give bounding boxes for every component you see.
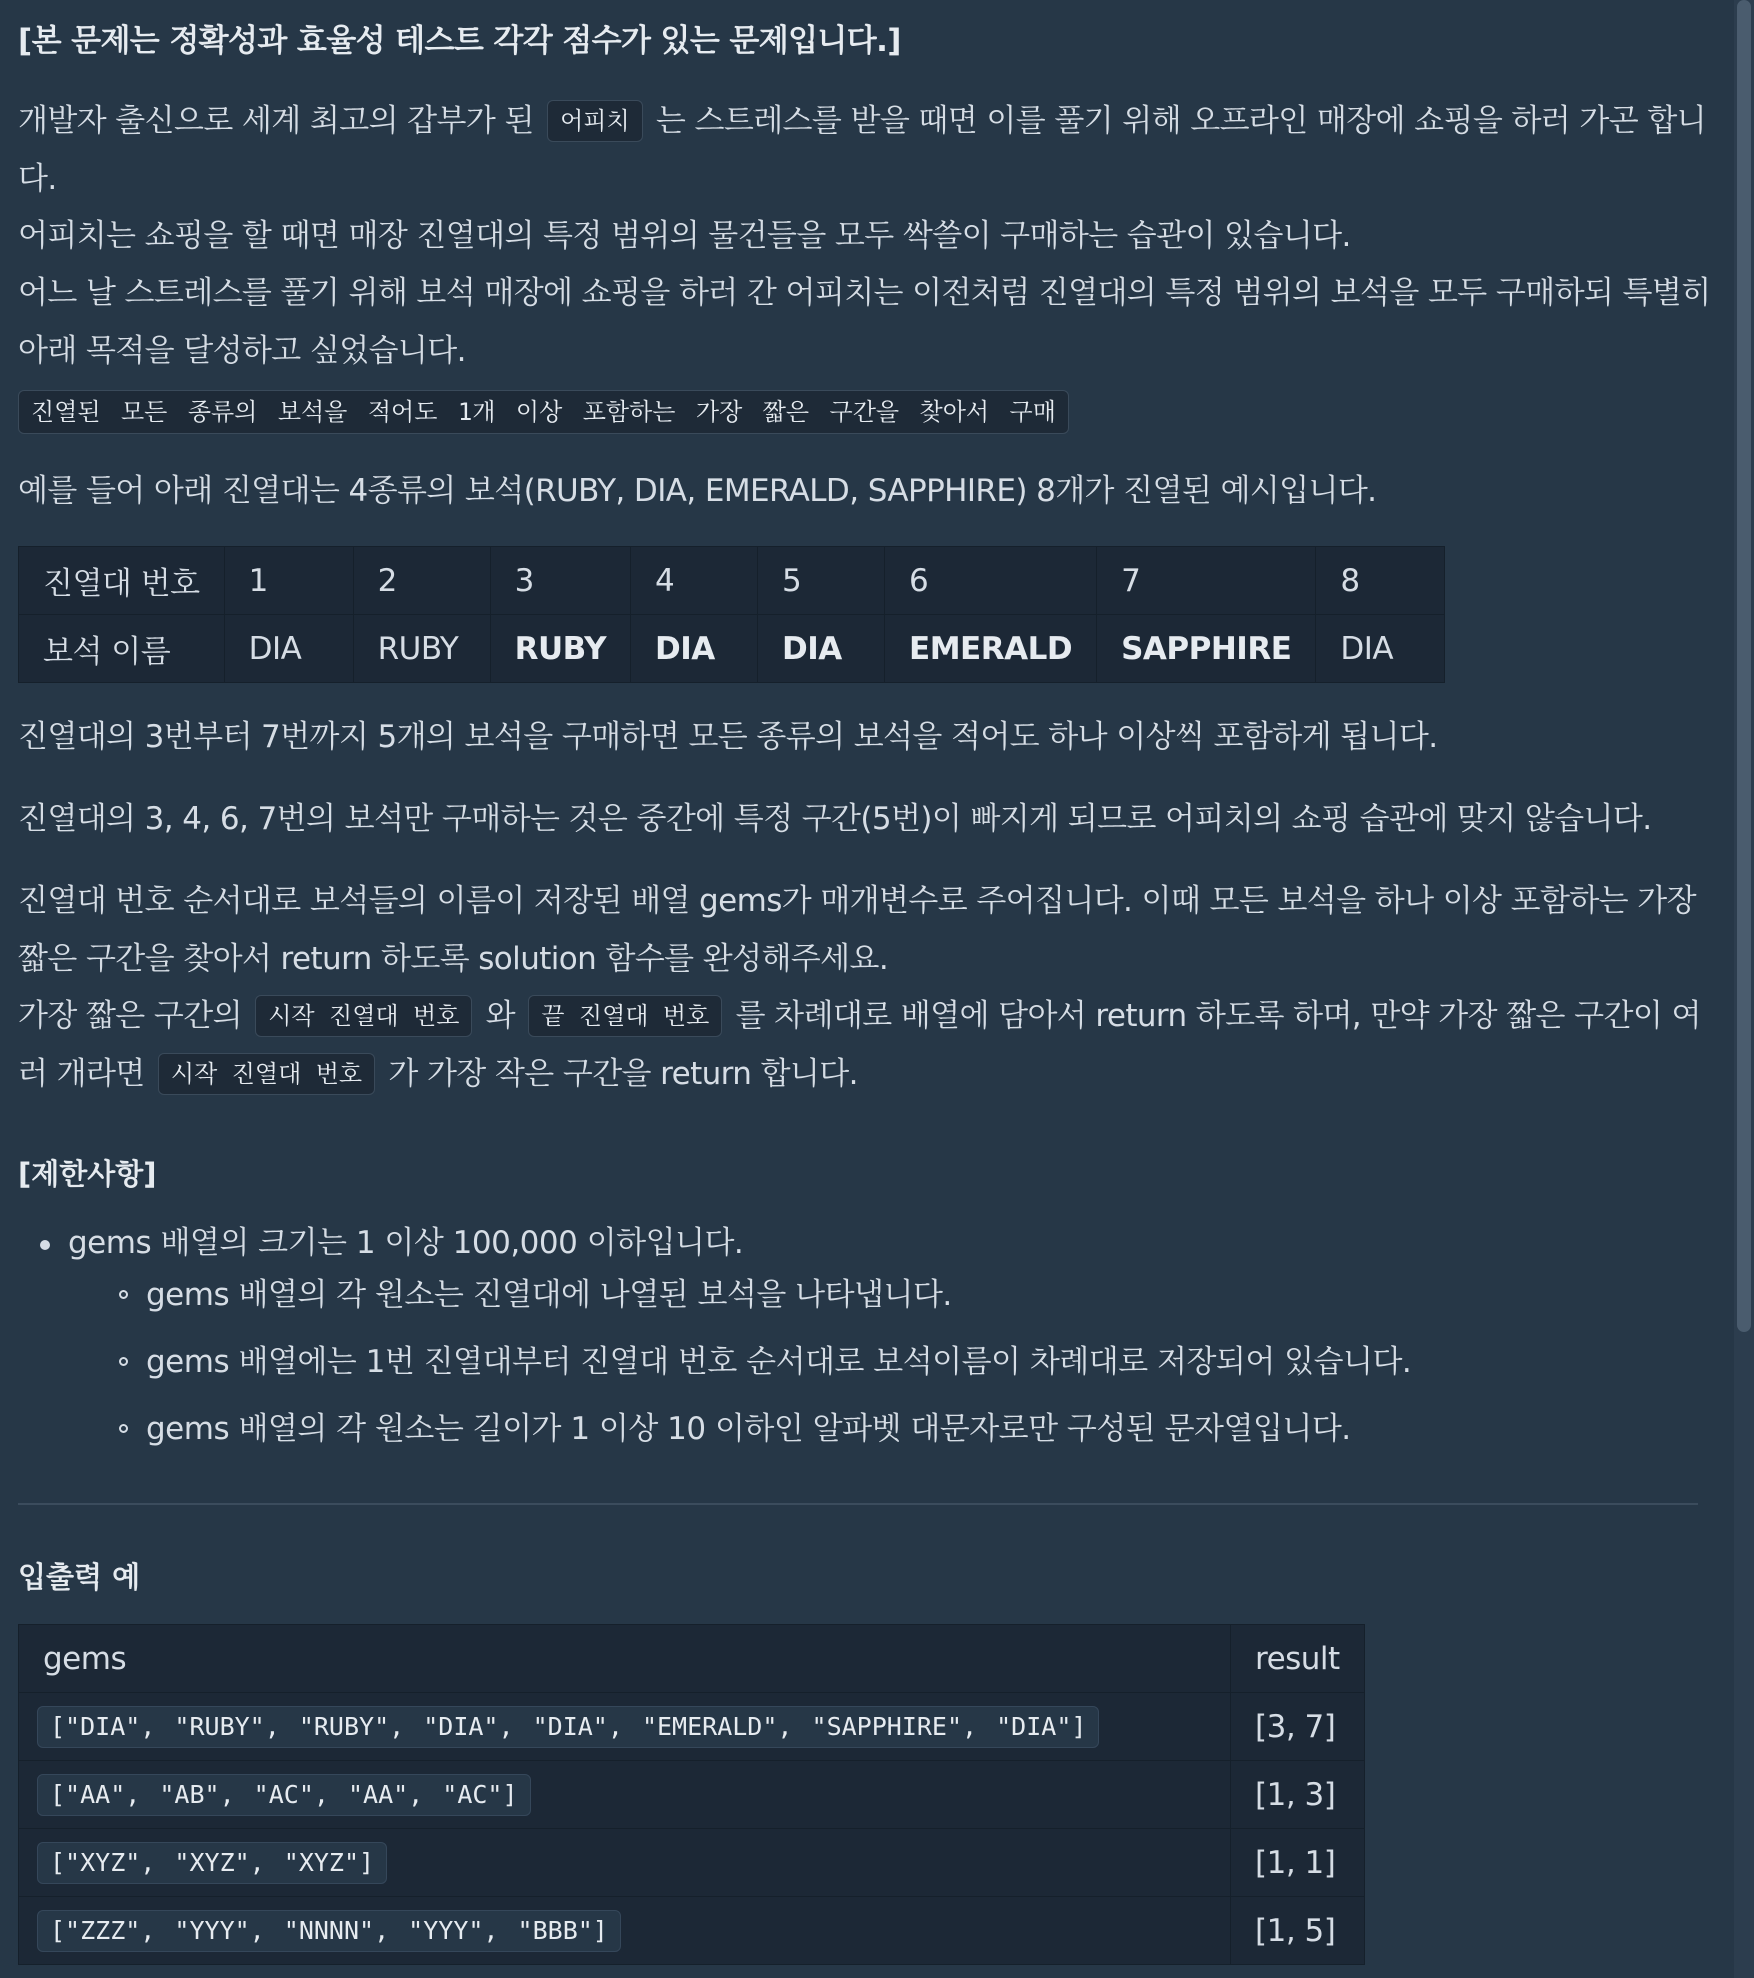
- vertical-scrollbar[interactable]: [1734, 0, 1754, 1978]
- explain-2: 진열대의 3, 4, 6, 7번의 보석만 구매하는 것은 중간에 특정 구간(5번)이 빠지게 되므로 어피치의 쇼핑 습관에 맞지 않습니다.: [18, 801, 1652, 837]
- gems-cell: [19, 1897, 1231, 1965]
- intro-paragraph-1: [18, 92, 1706, 150]
- column-header-gems: gems: [19, 1625, 1231, 1693]
- result-cell: [1, 3]: [1231, 1761, 1365, 1829]
- gems-array-code: ["AA", "AB", "AC", "AA", "AC"]: [37, 1774, 531, 1816]
- table-cell: 1: [224, 547, 353, 615]
- table-cell-highlight: SAPPHIRE: [1097, 615, 1316, 683]
- table-cell: RUBY: [353, 615, 490, 683]
- intro-paragraph-1-cont: 다.: [18, 161, 57, 197]
- table-cell-highlight: DIA: [758, 615, 885, 683]
- table-cell: 2: [353, 547, 490, 615]
- scrollbar-thumb[interactable]: [1737, 0, 1751, 1332]
- gems-cell: [19, 1693, 1231, 1761]
- io-example-table: [18, 1624, 1365, 1965]
- task-line-3: [18, 987, 1701, 1045]
- table-row: [19, 1761, 1365, 1829]
- inline-code-end: 끝 진열대 번호: [528, 995, 722, 1037]
- inline-code-start: 시작 진열대 번호: [158, 1053, 375, 1095]
- task-text: 를 차례대로 배열에 담아서 return 하도록 하며, 만약 가장 짧은 구간이 여: [735, 998, 1701, 1034]
- table-row: [19, 1829, 1365, 1897]
- result-cell: [1, 5]: [1231, 1897, 1365, 1965]
- io-example-heading: 입출력 예: [18, 1560, 141, 1594]
- table-row: [19, 615, 1445, 683]
- gems-array-code: ["XYZ", "XYZ", "XYZ"]: [37, 1842, 387, 1884]
- table-row: [19, 547, 1445, 615]
- row-label: 진열대 번호: [19, 547, 225, 615]
- gems-array-code: ["DIA", "RUBY", "RUBY", "DIA", "DIA", "EMERALD", "SAPPHIRE", "DIA"]: [37, 1706, 1099, 1748]
- task-text: 러 개라면: [18, 1056, 145, 1092]
- task-line-1: 진열대 번호 순서대로 보석들의 이름이 저장된 배열 gems가 매개변수로 주어집니다. 이때 모든 보석을 하나 이상 포함하는 가장: [18, 883, 1696, 919]
- task-text: 가 가장 작은 구간을 return 합니다.: [388, 1056, 858, 1092]
- shelf-table: [18, 546, 1445, 683]
- list-subitem: gems 배열에는 1번 진열대부터 진열대 번호 순서대로 보석이름이 차례대로 저장되어 있습니다.: [146, 1337, 1411, 1387]
- list-subitem: gems 배열의 각 원소는 진열대에 나열된 보석을 나타냅니다.: [146, 1270, 952, 1320]
- task-text: 와: [485, 998, 516, 1034]
- goal-code: 진열된 모든 종류의 보석을 적어도 1개 이상 포함하는 가장 짧은 구간을 찾아서 구매: [18, 390, 1069, 434]
- table-header-row: [19, 1625, 1365, 1693]
- row-label: 보석 이름: [19, 615, 225, 683]
- intro-paragraph-3-cont: 아래 목적을 달성하고 싶었습니다.: [18, 333, 466, 369]
- gems-array-code: ["ZZZ", "YYY", "NNNN", "YYY", "BBB"]: [37, 1910, 621, 1952]
- table-cell: 4: [631, 547, 758, 615]
- task-text: 가장 짧은 구간의: [18, 998, 242, 1034]
- inline-code-apeach: 어피치: [547, 100, 643, 142]
- result-cell: [3, 7]: [1231, 1693, 1365, 1761]
- table-cell-highlight: EMERALD: [885, 615, 1097, 683]
- explain-1: 진열대의 3번부터 7번까지 5개의 보석을 구매하면 모든 종류의 보석을 적어도 하나 이상씩 포함하게 됩니다.: [18, 719, 1438, 755]
- table-cell: DIA: [224, 615, 353, 683]
- result-cell: [1, 1]: [1231, 1829, 1365, 1897]
- list-item: gems 배열의 크기는 1 이상 100,000 이하입니다.: [68, 1218, 743, 1268]
- intro-text: 개발자 출신으로 세계 최고의 갑부가 된: [18, 103, 534, 139]
- table-cell: 7: [1097, 547, 1316, 615]
- table-cell: 6: [885, 547, 1097, 615]
- task-line-4: [18, 1045, 858, 1103]
- section-divider: [18, 1503, 1698, 1505]
- notice-text: [본 문제는 정확성과 효율성 테스트 각각 점수가 있는 문제입니다.]: [18, 23, 901, 59]
- list-subitem: gems 배열의 각 원소는 길이가 1 이상 10 이하인 알파벳 대문자로만 구성된 문자열입니다.: [146, 1404, 1351, 1454]
- task-line-2: 짧은 구간을 찾아서 return 하도록 solution 함수를 완성해주세요.: [18, 941, 889, 977]
- table-cell: 5: [758, 547, 885, 615]
- table-cell: 3: [490, 547, 630, 615]
- column-header-result: result: [1231, 1625, 1365, 1693]
- intro-text: 는 스트레스를 받을 때면 이를 풀기 위해 오프라인 매장에 쇼핑을 하러 가곤 합니: [655, 103, 1707, 139]
- table-cell-highlight: RUBY: [490, 615, 630, 683]
- inline-code-start: 시작 진열대 번호: [255, 995, 472, 1037]
- intro-paragraph-2: 어피치는 쇼핑을 할 때면 매장 진열대의 특정 범위의 물건들을 모두 싹쓸이 구매하는 습관이 있습니다.: [18, 218, 1351, 254]
- table-cell: DIA: [1316, 615, 1445, 683]
- example-intro: 예를 들어 아래 진열대는 4종류의 보석(RUBY, DIA, EMERALD, SAPPHIRE) 8개가 진열된 예시입니다.: [18, 473, 1377, 509]
- table-row: [19, 1897, 1365, 1965]
- constraints-heading: [제한사항]: [18, 1157, 157, 1191]
- gems-cell: [19, 1829, 1231, 1897]
- table-cell: 8: [1316, 547, 1445, 615]
- table-row: [19, 1693, 1365, 1761]
- table-cell-highlight: DIA: [631, 615, 758, 683]
- gems-cell: [19, 1761, 1231, 1829]
- intro-paragraph-3: 어느 날 스트레스를 풀기 위해 보석 매장에 쇼핑을 하러 간 어피치는 이전처럼 진열대의 특정 범위의 보석을 모두 구매하되 특별히: [18, 275, 1711, 311]
